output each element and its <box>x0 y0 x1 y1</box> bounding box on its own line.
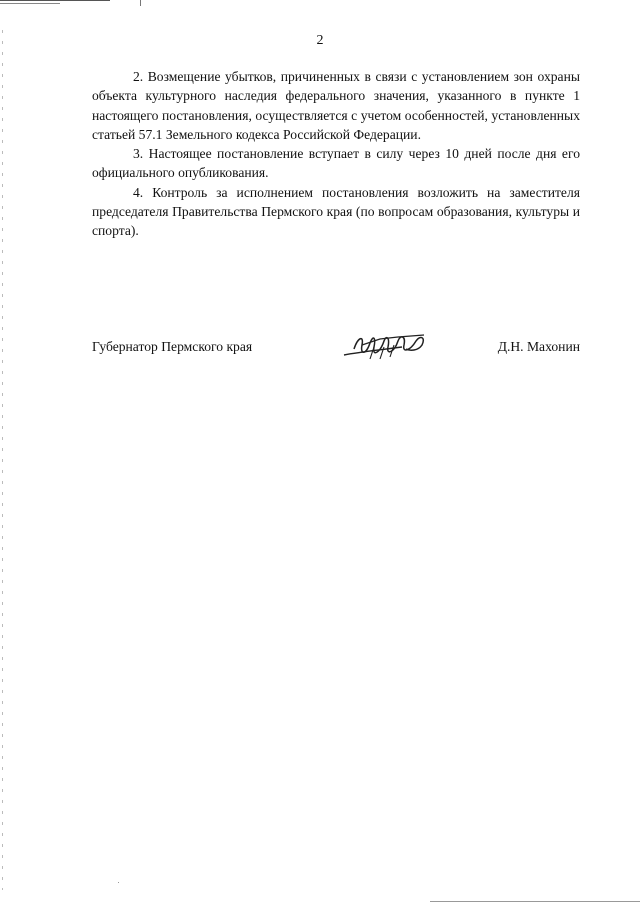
scan-artifact-line <box>0 0 110 1</box>
paragraph-entry-into-force: 3. Настоящее постановление вступает в силу через 10 дней после дня его официального опубликования. <box>92 146 580 181</box>
scan-artifact-dot <box>118 882 119 883</box>
page-number: 2 <box>316 33 324 48</box>
scan-artifact-line <box>0 3 60 4</box>
scan-artifact-edge <box>2 30 3 890</box>
signatory-position: Губернатор Пермского края <box>92 339 253 354</box>
handwritten-signature-icon <box>340 325 436 365</box>
paragraph-compensation: 2. Возмещение убытков, причиненных в связи с установлением зон охраны объекта культурного наследия федерального значения, указанного в пункте 1 настоящего постановления, осуществляется с учетом особенностей, установленных статьей 57.1 Земельного кодекса Российской Федерации. <box>92 69 580 142</box>
document-body <box>92 67 580 241</box>
paragraph-control: 4. Контроль за исполнением постановления возложить на заместителя председателя Правительства Пермского края (по вопросам образования, культуры и спорта). <box>92 184 580 239</box>
scan-artifact-mark <box>140 0 141 6</box>
signature-block <box>92 337 580 361</box>
scan-artifact-line <box>430 901 640 902</box>
signatory-name: Д.Н. Махонин <box>497 339 580 354</box>
